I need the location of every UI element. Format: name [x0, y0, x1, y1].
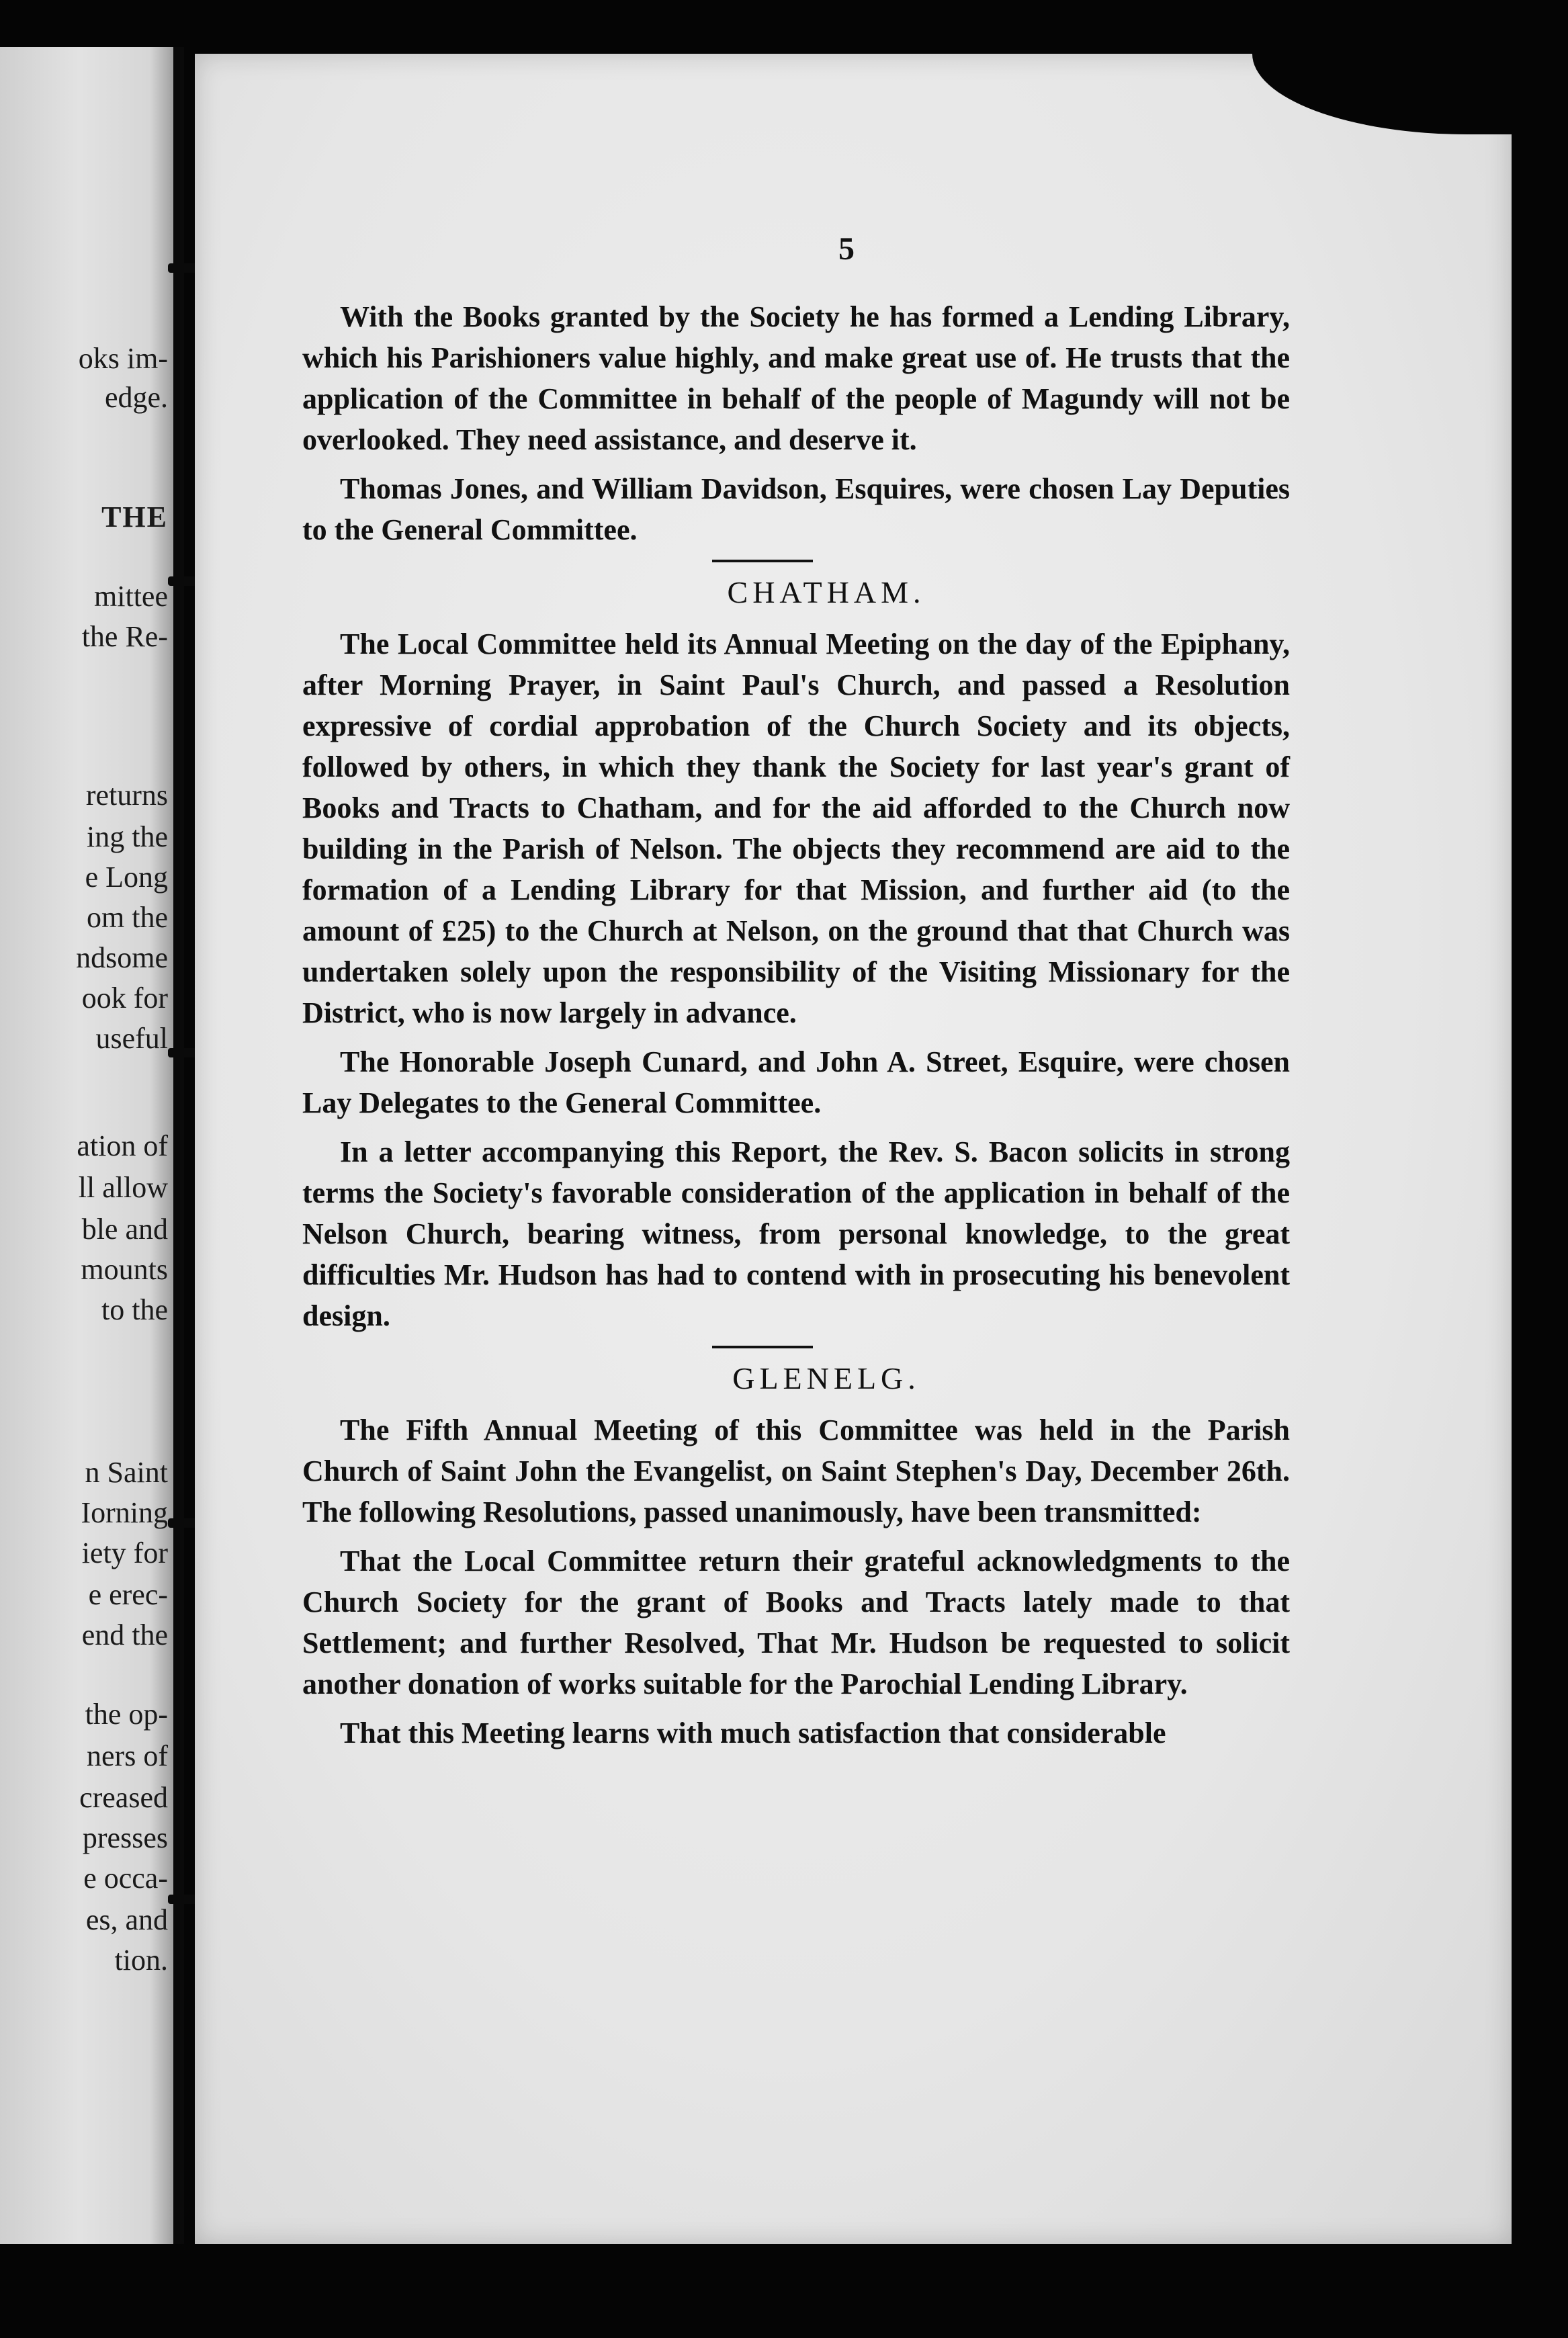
left-page-fragment: om the — [87, 901, 168, 934]
left-page-fragment: ble and — [81, 1213, 168, 1246]
left-page-fragment: useful — [95, 1022, 168, 1055]
page-number: 5 — [838, 231, 855, 267]
left-page-fragment: creased — [79, 1781, 168, 1814]
chatham-paragraph: The Honorable Joseph Cunard, and John A. Street, Esquire, were chosen Lay Delegates to the General Committee. — [302, 1045, 1290, 1119]
left-page-fragment: to the — [101, 1293, 168, 1326]
intro-paragraph: With the Books granted by the Society he has formed a Lending Library, which his Parishioners value highly, and make great use of. He trusts that the application of the Committee in behalf of the people of Magundy will not be overlooked. They need assistance, and deserve it. — [302, 300, 1290, 456]
glenelg-paragraph: That this Meeting learns with much satisfaction that considerable — [340, 1717, 1166, 1749]
left-page-fragment: mittee — [94, 580, 168, 613]
left-page-fragment: e erec- — [88, 1578, 168, 1611]
chatham-paragraph: The Local Committee held its Annual Meeting on the day of the Epiphany, after Morning Prayer, in Saint Paul's Church, and passed a Resolution expressive of cordial approbation of the Church Society and its objects, followed by others, in which they thank the Society for last year's grant of Books and Tracts to Chatham, and for the aid afforded to the Church now building in the Parish of Nelson. The objects they recommend are aid to the formation of a Lending Library for that Mission, and further aid (to the amount of £25) to the Church at Nelson, on the ground that that Church was undertaken solely upon the responsibility of the Visiting Missionary for the District, who is now largely in advance. — [302, 627, 1290, 1029]
left-page-fragment: e occa- — [83, 1862, 168, 1895]
left-page-fragment: ook for — [81, 982, 168, 1014]
page-5 — [195, 54, 1512, 2244]
left-page-fragment: oks im- — [78, 342, 168, 375]
left-page-fragment: returns — [85, 779, 168, 812]
left-page-fragment: THE — [101, 501, 168, 533]
left-page-fragment: presses — [82, 1821, 168, 1854]
page-text — [302, 228, 1290, 1762]
left-page-fragment: iety for — [81, 1536, 168, 1569]
left-page-fragment: the Re- — [81, 620, 168, 653]
left-page-fragment: ation of — [77, 1129, 168, 1162]
left-page-fragment: Iorning — [81, 1496, 168, 1529]
book-spine — [173, 47, 184, 2244]
left-page-fragment: ing the — [87, 820, 168, 853]
section-divider — [712, 1346, 813, 1348]
left-page-fragment: tion. — [114, 1944, 168, 1977]
left-page-fragment: e Long — [85, 861, 168, 894]
left-page-fragment: es, and — [85, 1903, 168, 1936]
left-page-fragment: ll allow — [78, 1171, 168, 1204]
section-divider — [712, 560, 813, 562]
section-heading-glenelg: GLENELG. — [732, 1361, 920, 1395]
section-heading-chatham: CHATHAM. — [727, 575, 926, 609]
left-page-fragment: ners of — [87, 1739, 168, 1772]
left-page-fragment: the op- — [85, 1698, 168, 1731]
previous-page-edge — [0, 47, 176, 2244]
left-page-fragment: edge. — [104, 381, 168, 414]
glenelg-paragraph: The Fifth Annual Meeting of this Committee was held in the Parish Church of Saint John the Evangelist, on Saint Stephen's Day, December 26th. The following Resolutions, passed unanimously, have been transmitted: — [302, 1414, 1290, 1528]
chatham-paragraph: In a letter accompanying this Report, the Rev. S. Bacon solicits in strong terms the Society's favorable consideration of the application in behalf of the Nelson Church, bearing witness, from personal knowledge, to the great difficulties Mr. Hudson has had to contend with in prosecuting his benevolent design. — [302, 1135, 1290, 1332]
left-page-fragment: end the — [81, 1618, 168, 1651]
left-page-fragment: ndsome — [76, 941, 168, 974]
glenelg-paragraph: That the Local Committee return their grateful acknowledgments to the Church Society for the grant of Books and Tracts lately made to that Settlement; and further Resolved, That Mr. Hudson be requested to solicit another donation of works suitable for the Parochial Lending Library. — [302, 1545, 1290, 1700]
intro-paragraph: Thomas Jones, and William Davidson, Esquires, were chosen Lay Deputies to the General Committee. — [302, 472, 1290, 546]
left-page-fragment: mounts — [81, 1253, 168, 1286]
left-page-fragment: n Saint — [85, 1456, 168, 1489]
